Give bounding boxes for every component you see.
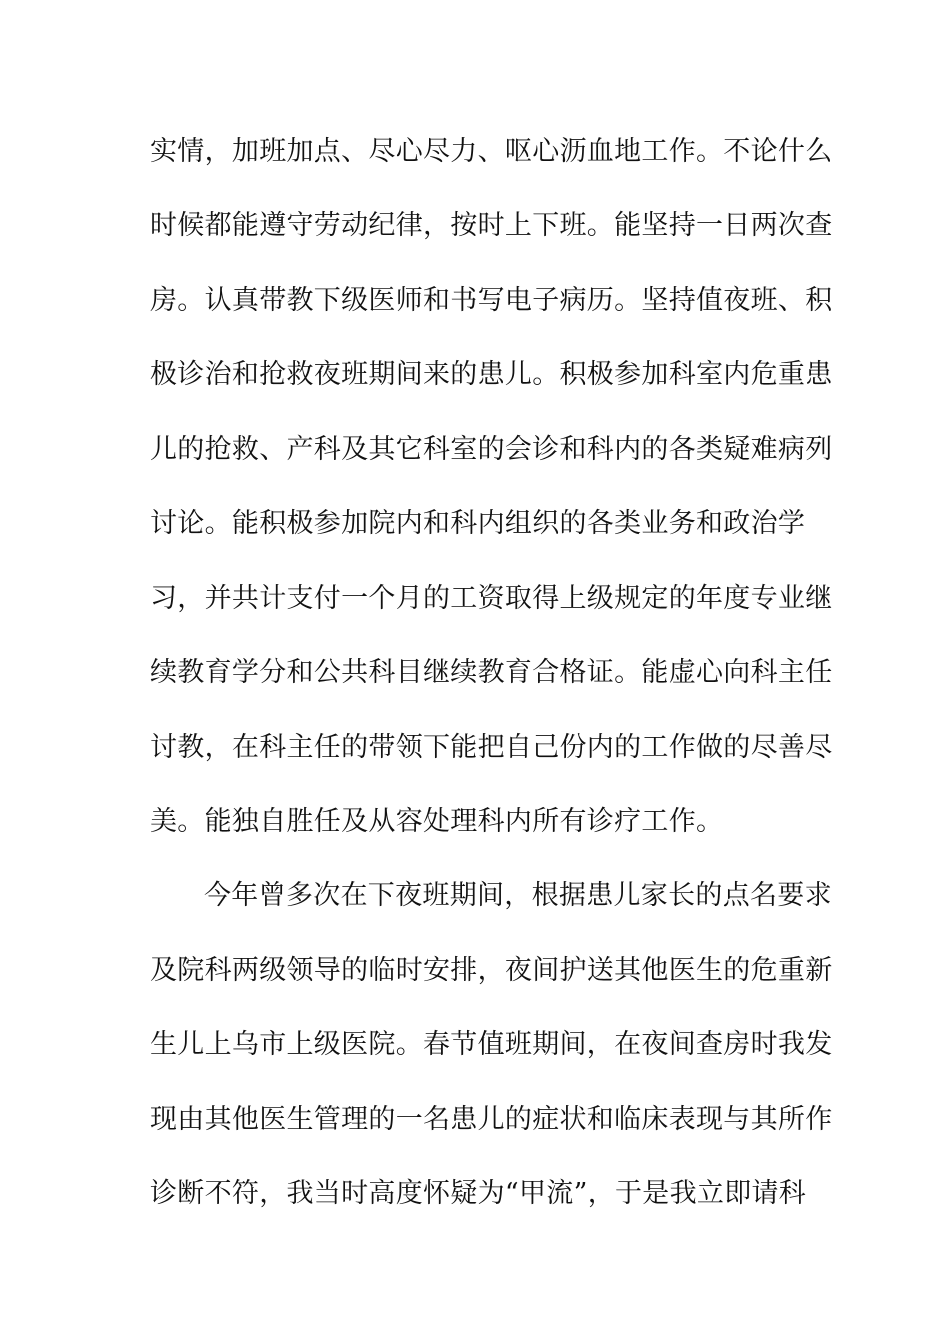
text-line-13: 生儿上乌市上级医院。春节值班期间，在夜间查房时我发 — [150, 1029, 833, 1060]
text-line-15: 诊断不符，我当时高度怀疑为“甲流”，于是我立即请科 — [150, 1178, 807, 1209]
text-line-7: 习，并共计支付一个月的工资取得上级规定的年度专业继 — [150, 583, 833, 614]
text-line-14: 现由其他医生管理的一名患儿的症状和临床表现与其所作 — [150, 1104, 833, 1135]
text-line-5: 儿的抢救、产科及其它科室的会诊和科内的各类疑难病列 — [150, 434, 833, 465]
text-line-4: 极诊治和抢救夜班期间来的患儿。积极参加科室内危重患 — [150, 359, 833, 390]
text-line-12: 及院科两级领导的临时安排，夜间护送其他医生的危重新 — [150, 955, 833, 986]
text-line-6: 讨论。能积极参加院内和科内组织的各类业务和政治学 — [150, 508, 806, 539]
text-line-2: 时候都能遵守劳动纪律，按时上下班。能坚持一日两次查 — [150, 210, 833, 241]
text-line-1: 实情，加班加点、尽心尽力、呕心沥血地工作。不论什么 — [150, 136, 833, 167]
text-line-3: 房。认真带教下级医师和书写电子病历。坚持值夜班、积 — [150, 285, 833, 316]
text-line-10: 美。能独自胜任及从容处理科内所有诊疗工作。 — [150, 806, 724, 837]
text-line-11-paragraph-start: 今年曾多次在下夜班期间，根据患儿家长的点名要求 — [204, 880, 832, 911]
text-line-8: 续教育学分和公共科目继续教育合格证。能虚心向科主任 — [150, 657, 833, 688]
text-line-9: 讨教，在科主任的带领下能把自己份内的工作做的尽善尽 — [150, 732, 833, 763]
